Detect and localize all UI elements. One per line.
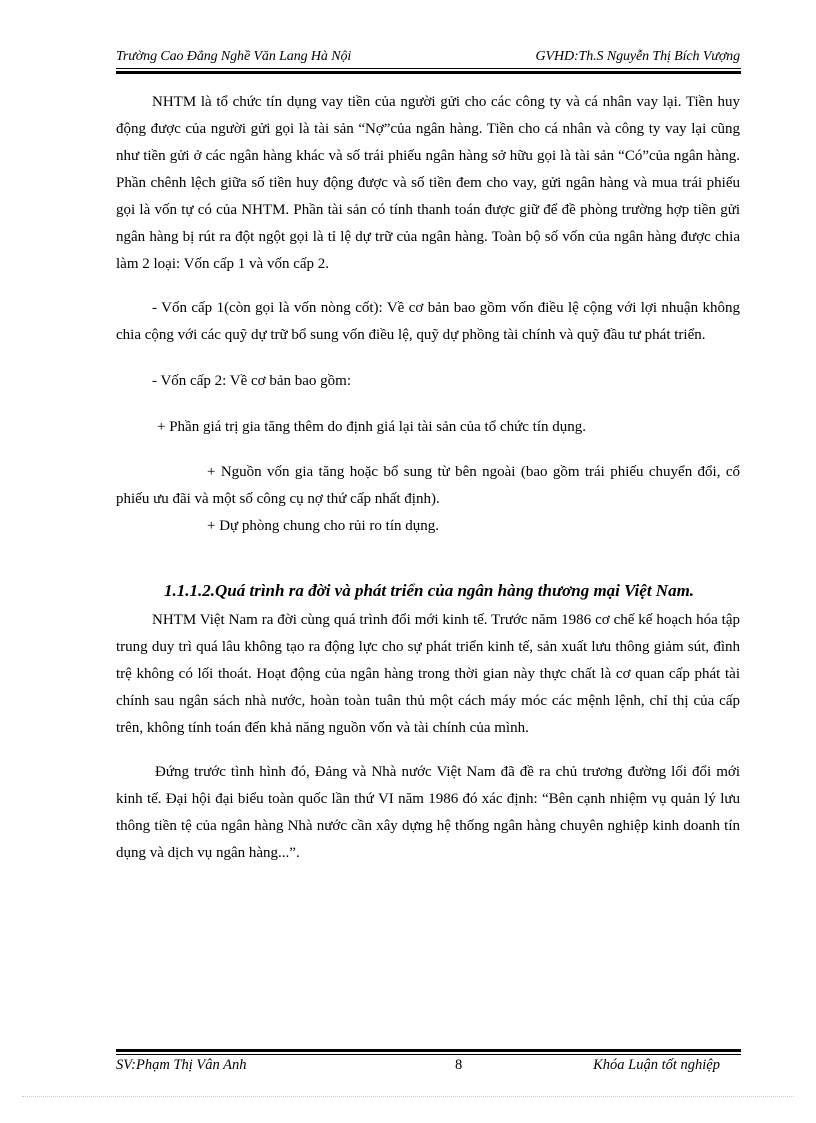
footer-document-type: Khóa Luận tốt nghiệp xyxy=(593,1057,720,1073)
header-supervisor: GVHD:Th.S Nguyễn Thị Bích Vượng xyxy=(535,49,740,64)
paragraph-vietnam-history: NHTM Việt Nam ra đời cùng quá trình đổi mới kinh tế. Trước năm 1986 cơ chế kế hoạch hóa tập trung duy trì quá lâu không tạo ra động lực cho sự phát triển kinh tế, sản xuất lưu thông giảm sút, đình trệ không có lối thoát. Hoạt động của ngân hàng trong thời gian này thực chất là cơ quan cấp phát tài chính sau ngân sách nhà nước, hoàn toàn tuân thủ một cách máy móc các mệnh lệnh, chỉ thị của cấp trên, không tính toán đến khả năng nguồn vốn và tài chính của mình. xyxy=(116,612,740,736)
paragraph-tier1-capital: - Vốn cấp 1(còn gọi là vốn nòng cốt): Về cơ bản bao gồm vốn điều lệ cộng với lợi nhuận không chia cộng với các quỹ dự trữ bổ sung vốn điều lệ, quỹ dự phồng tài chính và quỹ đầu tư phát triển. xyxy=(116,300,740,343)
page-bottom-divider xyxy=(22,1096,794,1097)
header-rule-thin xyxy=(116,68,741,69)
list-item-credit-reserve: + Dự phòng chung cho rủi ro tín dụng. xyxy=(207,518,439,534)
paragraph-reform-policy: Đứng trước tình hình đó, Đảng và Nhà nước Việt Nam đã đề ra chủ trương đường lối đổi mới kinh tế. Đại hội đại biểu toàn quốc lần thứ VI năm 1986 đó xác định: “Bên cạnh nhiệm vụ quản lý lưu thông tiền tệ của ngân hàng Nhà nước cần xây dựng hệ thống ngân hàng chuyên nghiệp kinh doanh tín dụng và dịch vụ ngân hàng...”. xyxy=(116,764,740,861)
footer-student-name: SV:Phạm Thị Vân Anh xyxy=(116,1057,247,1073)
header-school-name: Trường Cao Đẳng Nghề Văn Lang Hà Nội xyxy=(116,49,352,64)
page-header xyxy=(116,48,740,66)
page-number: 8 xyxy=(455,1057,463,1073)
paragraph-tier2-capital: - Vốn cấp 2: Về cơ bản bao gồm: xyxy=(152,373,351,389)
section-heading: 1.1.1.2.Quá trình ra đời và phát triển của ngân hàng thương mại Việt Nam. xyxy=(164,581,695,600)
paragraph-nhtm-definition: NHTM là tổ chức tín dụng vay tiền của người gửi cho các công ty và cá nhân vay lại. Tiền huy động được của người gửi gọi là tài sản “Nợ”của ngân hàng. Tiền cho cá nhân và công ty vay lại cũng như tiền gửi ở các ngân hàng khác và số trái phiếu ngân hàng sở hữu gọi là tài sản “Có”của ngân hàng. Phần chênh lệch giữa số tiền huy động được và số tiền đem cho vay, gửi ngân hàng và mua trái phiếu gọi là vốn tự có của NHTM. Phần tài sản có tính thanh toán được giữ để đề phòng trường hợp tiền gửi ngân hàng bị rút ra đột ngột gọi là tỉ lệ dự trữ của ngân hàng. Toàn bộ số vốn của ngân hàng được chia làm 2 loại: Vốn cấp 1 và vốn cấp 2. xyxy=(116,94,740,272)
header-rule-thick xyxy=(116,71,741,74)
list-item-revaluation: + Phần giá trị gia tăng thêm do định giá lại tài sản của tổ chức tín dụng. xyxy=(157,419,586,435)
page-body xyxy=(116,89,740,867)
list-item-external-capital: + Nguồn vốn gia tăng hoặc bổ sung từ bên ngoài (bao gồm trái phiếu chuyển đổi, cổ phiếu ưu đãi và một số công cụ nợ thứ cấp nhất định). xyxy=(116,464,740,507)
footer-rule-thick xyxy=(116,1049,741,1052)
footer-rule-thin xyxy=(116,1054,741,1055)
